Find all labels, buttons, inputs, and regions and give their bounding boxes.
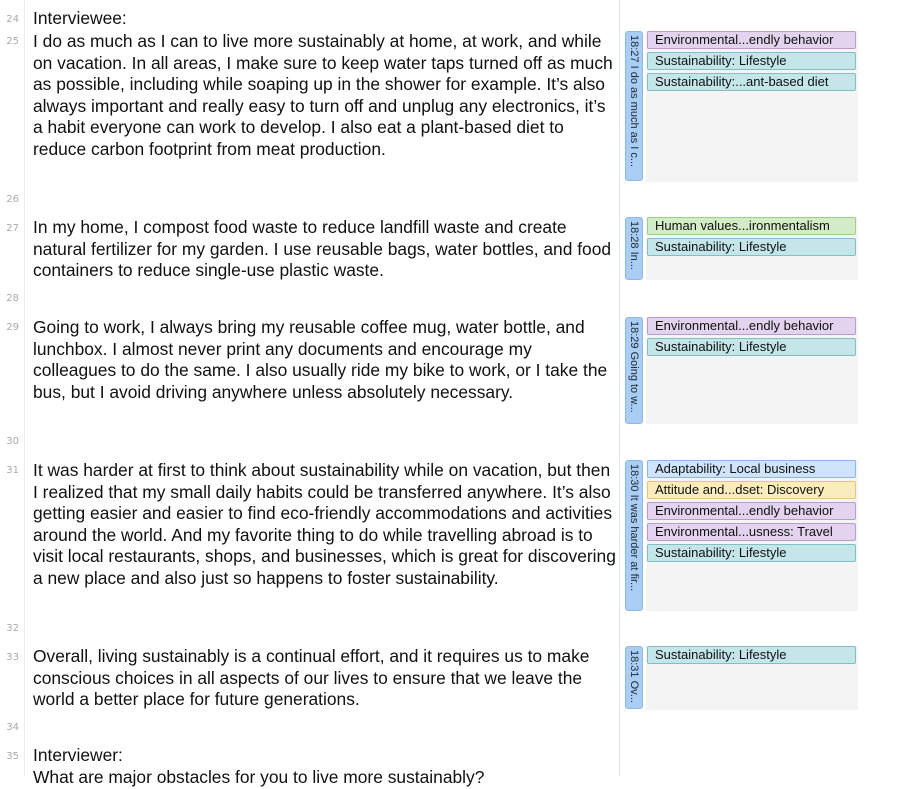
segment-label: 18:28 In... — [628, 221, 640, 270]
line-number: 34 — [6, 722, 19, 733]
line-number: 26 — [6, 194, 19, 205]
transcript-paragraph[interactable]: What are major obstacles for you to live more sustainably? — [33, 767, 485, 787]
code-tag[interactable]: Environmental...endly behavior — [647, 31, 856, 49]
segment-bar[interactable] — [625, 646, 643, 709]
code-tag[interactable]: Environmental...endly behavior — [647, 502, 856, 520]
segment-bar[interactable] — [625, 31, 643, 181]
line-number: 28 — [6, 293, 19, 304]
code-tag[interactable]: Adaptability: Local business — [647, 460, 856, 478]
segment-bar[interactable] — [625, 317, 643, 424]
code-tag[interactable]: Environmental...usness: Travel — [647, 523, 856, 541]
code-tag[interactable]: Sustainability: Lifestyle — [647, 238, 856, 256]
code-tag[interactable]: Sustainability: Lifestyle — [647, 646, 856, 664]
segment-bar[interactable] — [625, 460, 643, 611]
code-tag[interactable]: Human values...ironmentalism — [647, 217, 856, 235]
code-tag[interactable]: Attitude and...dset: Discovery — [647, 481, 856, 499]
line-number: 32 — [6, 623, 19, 634]
line-number: 29 — [6, 322, 19, 333]
speaker-label[interactable]: Interviewee: — [33, 8, 127, 28]
transcript-paragraph[interactable]: It was harder at first to think about sustainability while on vacation, but then I realized that my small daily habits could be transferred anywhere. It’s also getting easier and easier to find eco-friendly accommodations and activities around the world. And my favorite thing to do while travelling abroad is to visit local restaurants, shops, and businesses, which is great for discovering a new place and also just so happens to foster sustainability. — [33, 460, 616, 588]
segment-label: 18:30 It was harder at fir... — [628, 464, 640, 592]
line-number: 33 — [6, 652, 19, 663]
line-number: 35 — [6, 751, 19, 762]
transcript-paragraph[interactable]: In my home, I compost food waste to reduce landfill waste and create natural fertilizer for my garden. I use reusable bags, water bottles, and food containers to reduce single-use plastic waste. — [33, 217, 612, 281]
segment-bar[interactable] — [625, 217, 643, 280]
code-tag[interactable]: Sustainability: Lifestyle — [647, 52, 856, 70]
line-number: 27 — [6, 223, 19, 234]
transcript-paragraph[interactable]: I do as much as I can to live more sustainably at home, at work, and while on vacation. In all areas, I make sure to keep water taps turned off as much as possible, including while soaping up in the shower for example. It’s also always important and really easy to turn off and unplug any electronics, it’s a habit everyone can work to develop. I also eat a plant-based diet to reduce carbon footprint from meat production. — [33, 31, 613, 159]
line-number: 25 — [6, 36, 19, 47]
line-number: 30 — [6, 436, 19, 447]
segment-label: 18:31 Ov... — [628, 650, 640, 703]
code-tag[interactable]: Sustainability: Lifestyle — [647, 338, 856, 356]
code-tag[interactable]: Sustainability:...ant-based diet — [647, 73, 856, 91]
speaker-label[interactable]: Interviewer: — [33, 745, 123, 765]
segment-label: 18:29 Going to w... — [628, 321, 640, 413]
transcript-paragraph[interactable]: Going to work, I always bring my reusable coffee mug, water bottle, and lunchbox. I almost never print any documents and encourage my colleagues to do the same. I also usually ride my bike to work, or I take the bus, but I avoid driving anywhere unless absolutely necessary. — [33, 317, 608, 402]
column-divider — [619, 0, 620, 776]
transcript-paragraph[interactable]: Overall, living sustainably is a continual effort, and it requires us to make conscious choices in all aspects of our lives to ensure that we leave the world a better place for future generations. — [33, 646, 590, 710]
segment-label: 18:27 I do as much as I c... — [628, 35, 640, 168]
line-number: 31 — [6, 465, 19, 476]
code-tag[interactable]: Sustainability: Lifestyle — [647, 544, 856, 562]
code-tag[interactable]: Environmental...endly behavior — [647, 317, 856, 335]
line-number: 24 — [6, 14, 19, 25]
